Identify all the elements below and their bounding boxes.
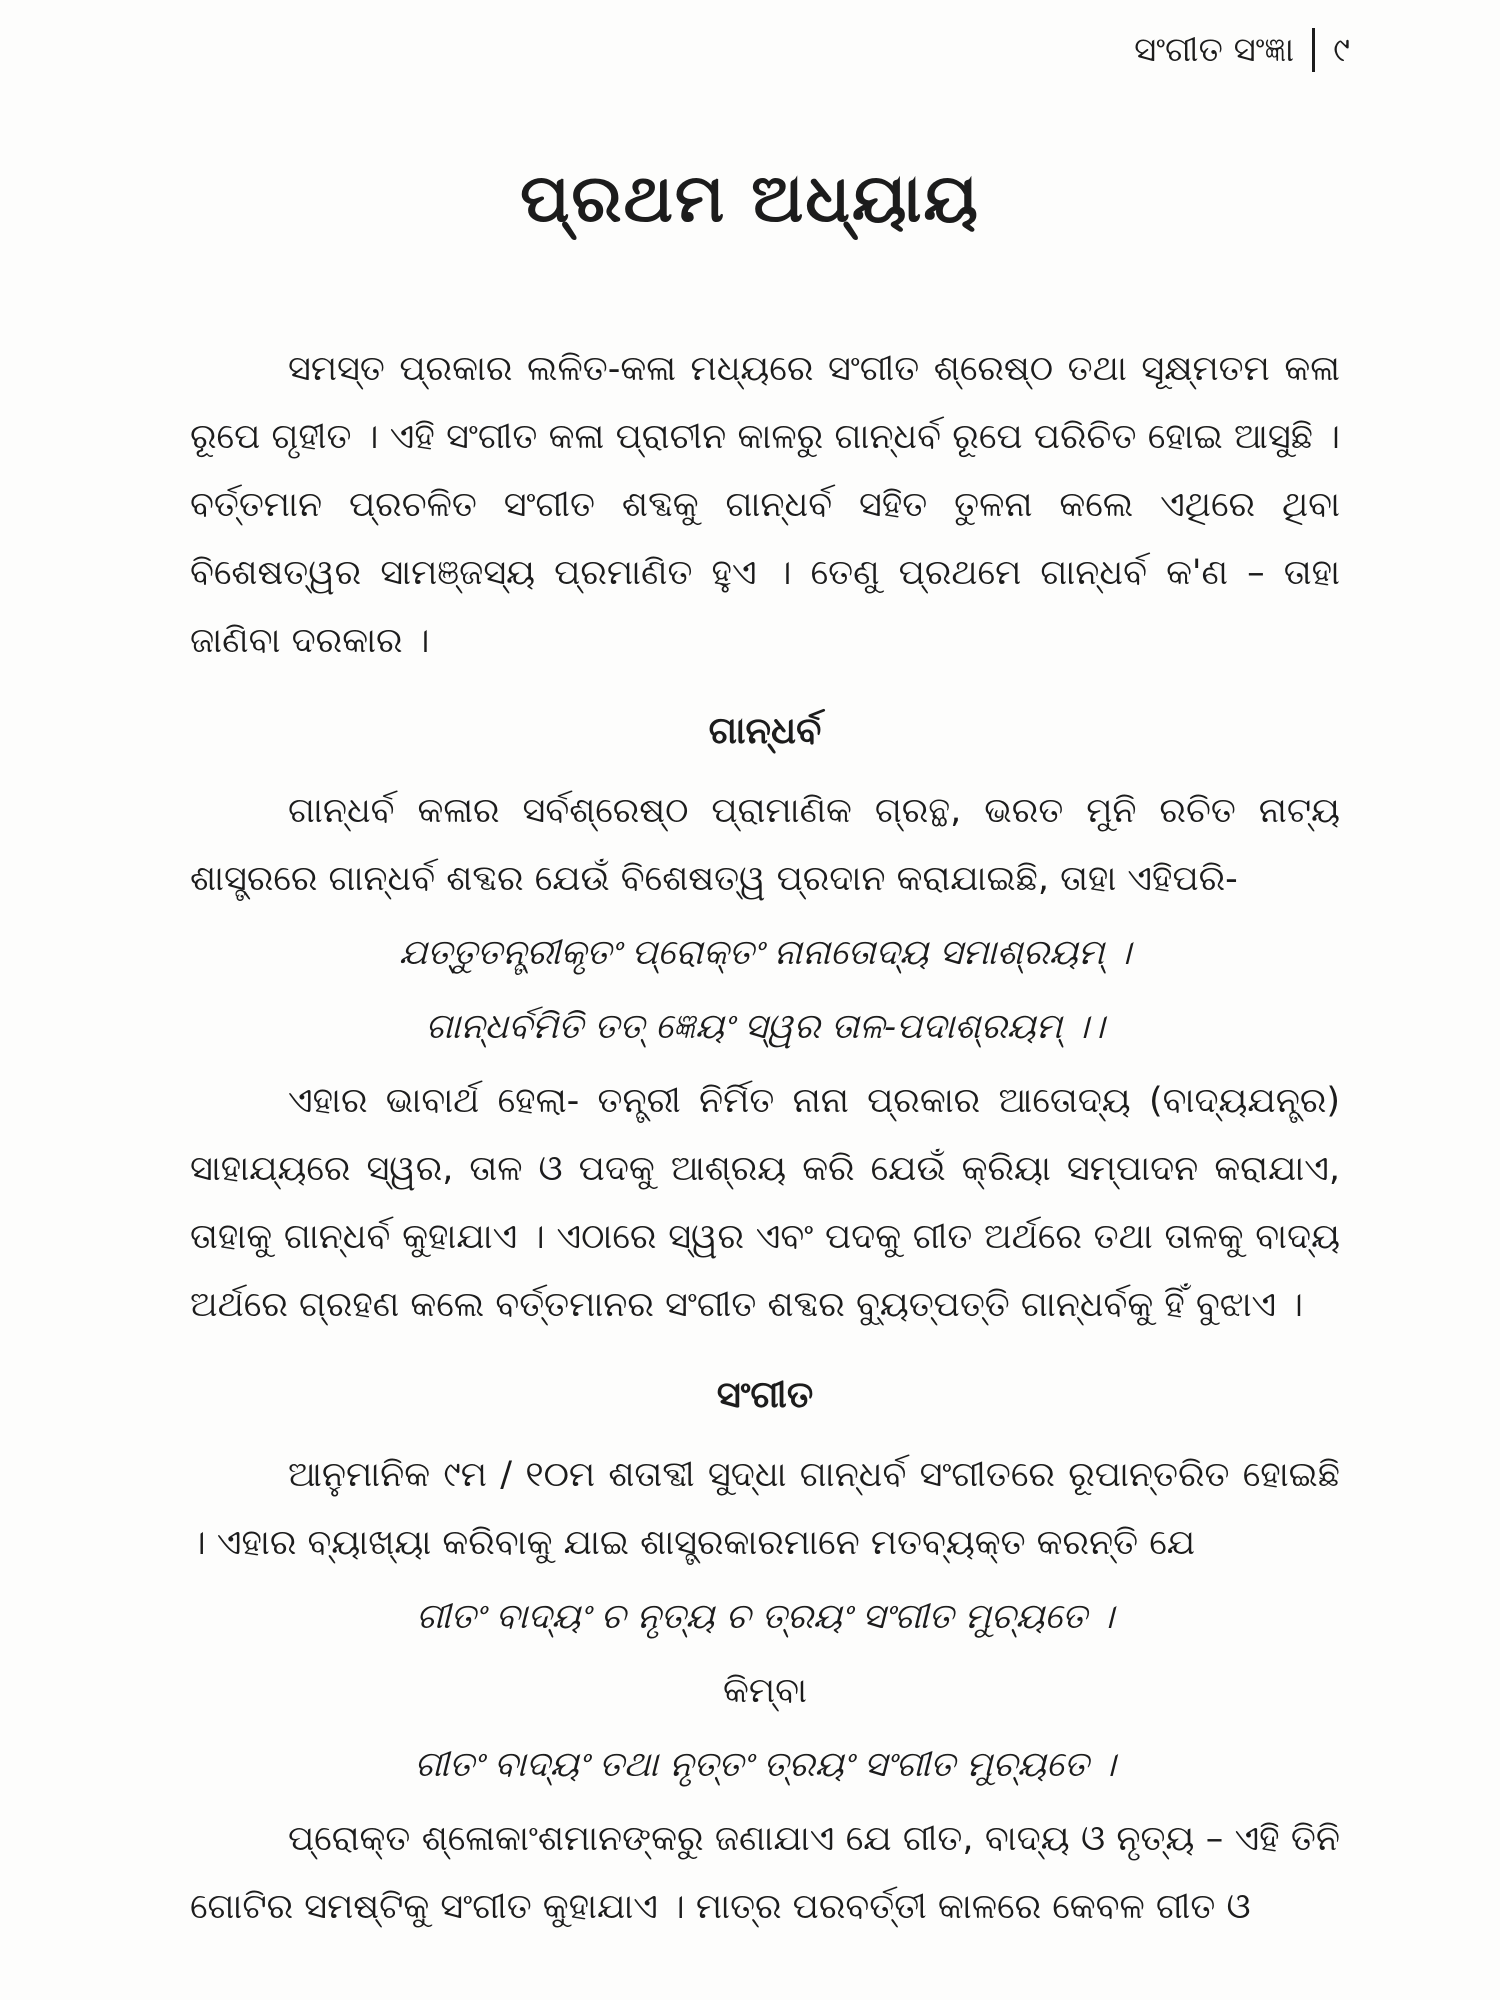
chapter-title: ପ୍ରଥମ ଅଧ୍ୟାୟ: [520, 160, 980, 237]
header-divider: [1312, 28, 1315, 72]
page-number: ୯: [1333, 30, 1350, 70]
section-heading-gandharva: ଗାନ୍ଧର୍ବ: [708, 709, 822, 752]
sangeet-paragraph-1: ଆନୁମାନିକ ୯ମ / ୧୦ମ ଶତାବ୍ଦୀ ସୁଦ୍ଧା ଗାନ୍ଧର୍ବ ସଂଗୀତରେ ରୂପାନ୍ତରିତ ହୋଇଛି । ଏହାର ବ୍ୟାଖ୍ୟା କରିବାକୁ ଯାଇ ଶାସ୍ତ୍ରକାରମାନେ ମତବ୍ୟକ୍ତ କରନ୍ତି ଯେ: [190, 1455, 1340, 1563]
gandharva-verse-line-1: ଯତ୍ତୁତନ୍ତ୍ରୀକୃତଂ ପ୍ରୋକ୍ତଂ ନାନାତୋଦ୍ୟ ସମାଶ୍ରୟମ୍ ।: [398, 933, 1132, 973]
gandharva-paragraph-2: ଏହାର ଭାବାର୍ଥ ହେଲା- ତନ୍ତ୍ରୀ ନିର୍ମିତ ନାନା ପ୍ରକାର ଆତୋଦ୍ୟ (ବାଦ୍ୟଯନ୍ତ୍ର) ସାହାଯ୍ୟରେ ସ୍ୱର, ତାଳ ଓ ପଦକୁ ଆଶ୍ରୟ କରି ଯେଉଁ କ୍ରିୟା ସମ୍ପାଦନ କରାଯାଏ, ତାହାକୁ ଗାନ୍ଧର୍ବ କୁହାଯାଏ । ଏଠାରେ ସ୍ୱର ଏବଂ ପଦକୁ ଗୀତ ଅର୍ଥରେ ତଥା ତାଳକୁ ବାଦ୍ୟ ଅର୍ଥରେ ଗ୍ରହଣ କଲେ ବର୍ତ୍ତମାନର ସଂଗୀତ ଶବ୍ଦର ବ୍ୟୁତ୍ପତ୍ତି ଗାନ୍ଧର୍ବକୁ ହିଁ ବୁଝାଏ ।: [190, 1081, 1340, 1325]
sangeet-connector: କିମ୍ବା: [723, 1671, 807, 1711]
section-heading-sangeet: ସଂଗୀତ: [716, 1373, 814, 1416]
sangeet-verse-1: ଗୀତଂ ବାଦ୍ୟଂ ଚ ନୃତ୍ୟ ଚ ତ୍ରୟଂ ସଂଗୀତ ମୁଚ୍ୟତେ ।: [416, 1597, 1114, 1637]
sangeet-paragraph-2: ପ୍ରୋକ୍ତ ଶ୍ଳୋକାଂଶମାନଙ୍କରୁ ଜଣାଯାଏ ଯେ ଗୀତ, ବାଦ୍ୟ ଓ ନୃତ୍ୟ – ଏହି ତିନି ଗୋଟିର ସମଷ୍ଟିକୁ ସଂଗୀତ କୁହାଯାଏ । ମାତ୍ର ପରବର୍ତ୍ତୀ କାଳରେ କେବଳ ଗୀତ ଓ: [190, 1819, 1340, 1927]
gandharva-paragraph-1: ଗାନ୍ଧର୍ବ କଳାର ସର୍ବଶ୍ରେଷ୍ଠ ପ୍ରାମାଣିକ ଗ୍ରନ୍ଥ, ଭରତ ମୁନି ରଚିତ ନାଟ୍ୟ ଶାସ୍ତ୍ରରେ ଗାନ୍ଧର୍ବ ଶବ୍ଦର ଯେଉଁ ବିଶେଷତ୍ୱ ପ୍ରଦାନ କରାଯାଇଛି, ତାହା ଏହିପରି-: [190, 791, 1340, 899]
running-title: ସଂଗୀତ ସଂଜ୍ଞା: [1134, 30, 1295, 70]
gandharva-verse-line-2: ଗାନ୍ଧର୍ବମିତି ତତ୍ ଜ୍ଞେୟଂ ସ୍ୱର ତାଳ-ପଦାଶ୍ରୟମ୍ ।।: [425, 1007, 1105, 1047]
sangeet-verse-2: ଗୀତଂ ବାଦ୍ୟଂ ତଥା ନୃତ୍ତଂ ତ୍ରୟଂ ସଂଗୀତ ମୁଚ୍ୟତେ ।: [414, 1745, 1116, 1785]
intro-paragraph: ସମସ୍ତ ପ୍ରକାର ଲଳିତ-କଳା ମଧ୍ୟରେ ସଂଗୀତ ଶ୍ରେଷ୍ଠ ତଥା ସୂକ୍ଷ୍ମତମ କଳା ରୂପେ ଗୃହୀତ । ଏହି ସଂଗୀତ କଳା ପ୍ରାଚୀନ କାଳରୁ ଗାନ୍ଧର୍ବ ରୂପେ ପରିଚିତ ହୋଇ ଆସୁଛି । ବର୍ତ୍ତମାନ ପ୍ରଚଳିତ ସଂଗୀତ ଶବ୍ଦକୁ ଗାନ୍ଧର୍ବ ସହିତ ତୁଳନା କଲେ ଏଥିରେ ଥିବା ବିଶେଷତ୍ୱର ସାମଞ୍ଜସ୍ୟ ପ୍ରମାଣିତ ହୁଏ । ତେଣୁ ପ୍ରଥମେ ଗାନ୍ଧର୍ବ କ'ଣ – ତାହା ଜାଣିବା ଦରକାର ।: [190, 349, 1340, 661]
body-text: [190, 335, 1340, 1941]
running-header: [1134, 28, 1350, 72]
